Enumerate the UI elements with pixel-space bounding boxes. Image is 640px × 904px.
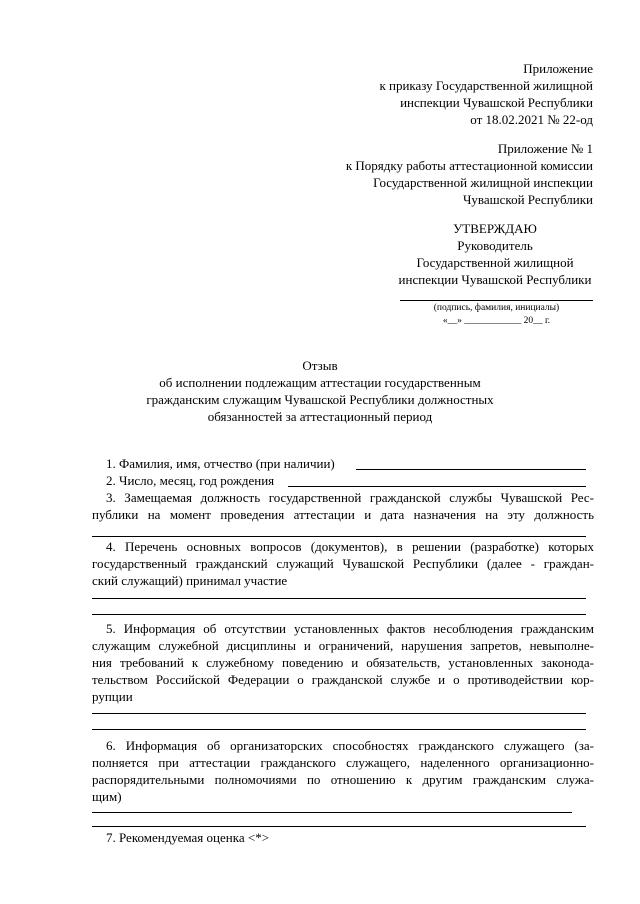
- item-4-line: государственный гражданский служащий Чувашской Республики (далее - граждан-: [92, 556, 594, 571]
- item-5-line: рупции: [92, 689, 133, 704]
- signature-caption: (подпись, фамилия, инициалы): [433, 303, 560, 313]
- item-4-line: 4. Перечень основных вопросов (документов), в решении (разработке) которых: [106, 539, 594, 554]
- item-6-line: 6. Информация об организаторских способностях гражданского служащего (за-: [106, 738, 594, 753]
- item-1-fill-line: [356, 469, 586, 470]
- appendix1-line: Приложение № 1: [497, 141, 593, 156]
- item-4-fill-line: [92, 598, 586, 599]
- approve-date-line: «__» ____________ 20__ г.: [442, 316, 551, 326]
- item-6-fill-line: [92, 826, 586, 827]
- document-title: Отзыв: [302, 358, 338, 373]
- item-4-line: ский служащий) принимал участие: [92, 573, 288, 588]
- item-6-line: щим): [92, 789, 122, 804]
- signature-line: [400, 300, 593, 301]
- approve-line: Государственной жилищной: [416, 255, 574, 270]
- item-6-line: распорядительными полномочиями по отношению к другим гражданским служа-: [92, 772, 594, 787]
- appendix-line: инспекции Чувашской Республики: [400, 95, 593, 110]
- item-5-line: ния требований к служебному поведению и обязательств, установленных законода-: [92, 655, 594, 670]
- item-1-label: 1. Фамилия, имя, отчество (при наличии): [106, 456, 335, 471]
- item-2-fill-line: [288, 486, 586, 487]
- appendix1-line: Чувашской Республики: [462, 192, 593, 207]
- item-6-line: полняется при аттестации гражданского служащего, наделенного организационно-: [92, 755, 594, 770]
- item-5-fill-line: [92, 713, 586, 714]
- heading-line: обязанностей за аттестационный период: [207, 409, 433, 424]
- heading-line: об исполнении подлежащим аттестации государственным: [159, 375, 481, 390]
- item-2-label: 2. Число, месяц, год рождения: [106, 473, 275, 488]
- item-3-fill-line: [92, 536, 586, 537]
- item-7-label: 7. Рекомендуемая оценка <*>: [106, 830, 270, 845]
- item-3-line: 3. Замещаемая должность государственной гражданской службы Чувашской Рес-: [106, 490, 594, 505]
- appendix-line: от 18.02.2021 № 22-од: [470, 112, 593, 127]
- approve-line: Руководитель: [457, 238, 533, 253]
- item-5-line: тельством Российской Федерации о гражданской службе и о противодействии кор-: [92, 672, 594, 687]
- item-5-line: 5. Информация об отсутствии установленных фактов несоблюдения гражданским: [106, 621, 594, 636]
- heading-line: гражданским служащим Чувашской Республики должностных: [146, 392, 494, 407]
- approve-line: инспекции Чувашской Республики: [398, 272, 592, 287]
- appendix1-line: к Порядку работы аттестационной комиссии: [345, 158, 593, 173]
- item-3-line: публики на момент проведения аттестации и дата назначения на эту должность: [92, 507, 594, 522]
- item-6-fill-line: [92, 812, 572, 813]
- approve-title: УТВЕРЖДАЮ: [453, 221, 537, 236]
- appendix1-line: Государственной жилищной инспекции: [373, 175, 593, 190]
- appendix-line: Приложение: [523, 61, 593, 76]
- item-5-fill-line: [92, 729, 586, 730]
- item-4-fill-line: [92, 614, 586, 615]
- item-5-line: служащим служебной дисциплины и ограничений, нарушения запретов, невыполне-: [92, 638, 594, 653]
- appendix-line: к приказу Государственной жилищной: [379, 78, 593, 93]
